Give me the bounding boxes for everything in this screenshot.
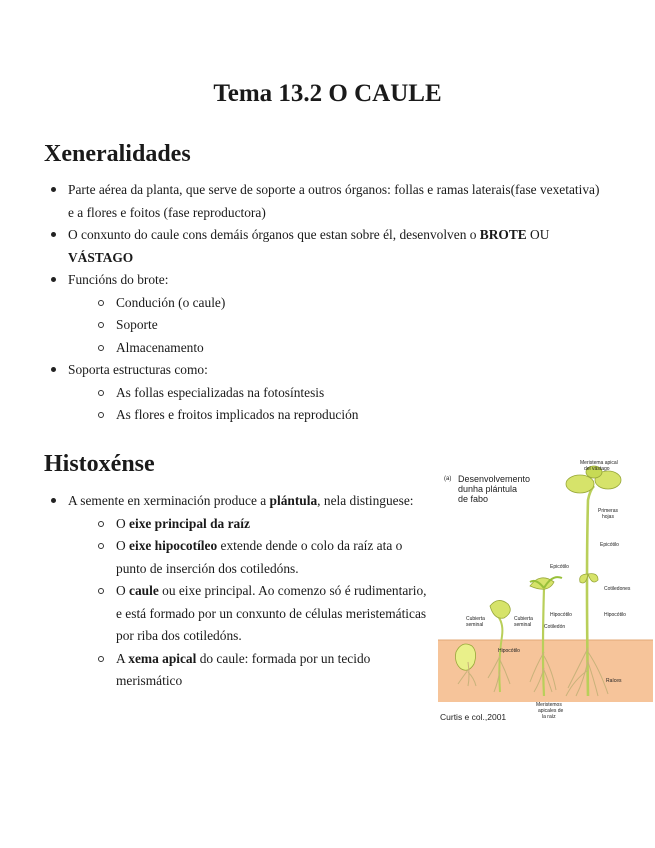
item-text: A	[116, 650, 129, 666]
list-item	[48, 359, 608, 427]
bold-term-eixe-raiz: eixe principal da raíz	[129, 515, 250, 531]
item-text: O conxunto do caule cons demáis órganos que estan sobre él, desenvolven o	[68, 227, 480, 242]
label-cubierta-1b: seminal	[466, 622, 484, 628]
list-item	[48, 179, 608, 224]
label-epicotilo-2: Epicótilo	[550, 564, 569, 570]
bold-term-xema-apical: xema apical	[128, 650, 197, 666]
caption-line-3: de fabo	[458, 494, 489, 504]
figure-credit: Curtis e col.,2001	[440, 712, 507, 722]
label-cubierta-2a: Cubierta	[514, 616, 533, 622]
seedling-development-figure	[438, 456, 653, 724]
section-heading-histoxense: Histoxénse	[44, 451, 155, 477]
item-text: extende dende o colo da raíz ata o punto de inserción dos cotiledóns.	[116, 538, 403, 576]
bold-term-plantula: plántula	[269, 493, 318, 508]
sub-list	[68, 513, 430, 693]
item-text: ou eixe principal. Ao comenzo só é rudimentario, e está formado por un conxunto de células meristemáticas por riba dos cotiledóns.	[116, 583, 427, 643]
xeneralidades-list	[48, 179, 608, 427]
label-raices: Raíces	[606, 678, 622, 684]
item-text: , nela distinguese:	[317, 493, 414, 508]
seed-coat	[456, 644, 476, 670]
caption-line-1: Desenvolvemento	[458, 474, 531, 484]
item-text: do caule: formada por un tecido merismático	[116, 650, 371, 688]
label-epicotilo: Epicótilo	[600, 542, 619, 548]
page-title: Tema 13.2 O CAULE	[213, 80, 442, 107]
label-cotiledones: Cotiledones	[604, 586, 631, 592]
item-text: Parte aérea da planta, que serve de soporte a outros órganos: follas e ramas laterais(fase vexetativa) e a flores e foitos (fase reproductora)	[68, 182, 600, 220]
item-text: Soporta estructuras como:	[68, 362, 208, 377]
sub-list	[68, 382, 608, 427]
item-text: O	[116, 538, 130, 553]
panel-label: (a)	[444, 476, 452, 482]
list-item	[48, 269, 608, 359]
sub-list	[68, 292, 608, 360]
bold-term-hipocotileo: eixe hipocotíleo	[129, 538, 218, 553]
section-heading-xeneralidades: Xeneralidades	[44, 141, 191, 167]
histoxense-list	[48, 490, 430, 693]
sub-list-item	[96, 513, 430, 536]
item-text: OU	[526, 227, 550, 242]
label-primeras-hojas-2: hojas	[602, 514, 614, 520]
sub-list-item: As follas especializadas na fotosíntesis	[96, 382, 608, 405]
label-hipocotilo-4: Hipocótilo	[604, 612, 626, 618]
label-hipocotilo-3: Hipocótilo	[550, 612, 572, 618]
item-text: Funcións do brote:	[68, 272, 169, 287]
label-hipocotilo-2: Hipocótilo	[498, 648, 520, 654]
label-meristemos-3: la raíz	[542, 714, 556, 720]
sub-list-item	[96, 580, 430, 648]
sub-list-item: Soporte	[96, 314, 608, 337]
bold-term-brote: BROTE	[479, 227, 527, 242]
label-meristemos-1: Meristemos	[536, 702, 562, 708]
label-cubierta-1a: Cubierta	[466, 616, 485, 622]
bold-term-caule: caule	[129, 583, 159, 598]
list-item	[48, 490, 430, 693]
label-cubierta-2b: seminal	[514, 622, 532, 628]
hypocotyl	[543, 588, 544, 696]
label-primeras-hojas-1: Primeras	[598, 508, 619, 514]
bold-term-vastago: VÁSTAGO	[68, 249, 134, 265]
list-item	[48, 224, 608, 269]
leaf	[566, 475, 594, 493]
item-text: A semente en xerminación produce a	[68, 493, 270, 508]
sub-list-item	[96, 535, 430, 580]
cotyledons	[580, 574, 598, 583]
label-cotiledon: Cotiledón	[544, 624, 566, 630]
label-meristemos-2: apicales de	[538, 708, 564, 714]
item-text: O	[116, 583, 130, 598]
sub-list-item	[96, 648, 430, 693]
sub-list-item: Condución (o caule)	[96, 292, 608, 315]
cotyledon	[490, 600, 510, 618]
label-meristema-apical-1: Meristema apical	[580, 460, 618, 466]
item-text: O	[116, 515, 130, 531]
sub-list-item: As flores e froitos implicados na reprodución	[96, 404, 608, 427]
caption-line-2: dunha plántula	[458, 484, 518, 494]
sub-list-item: Almacenamento	[96, 337, 608, 360]
label-meristema-apical-2: del vástago	[584, 466, 610, 472]
